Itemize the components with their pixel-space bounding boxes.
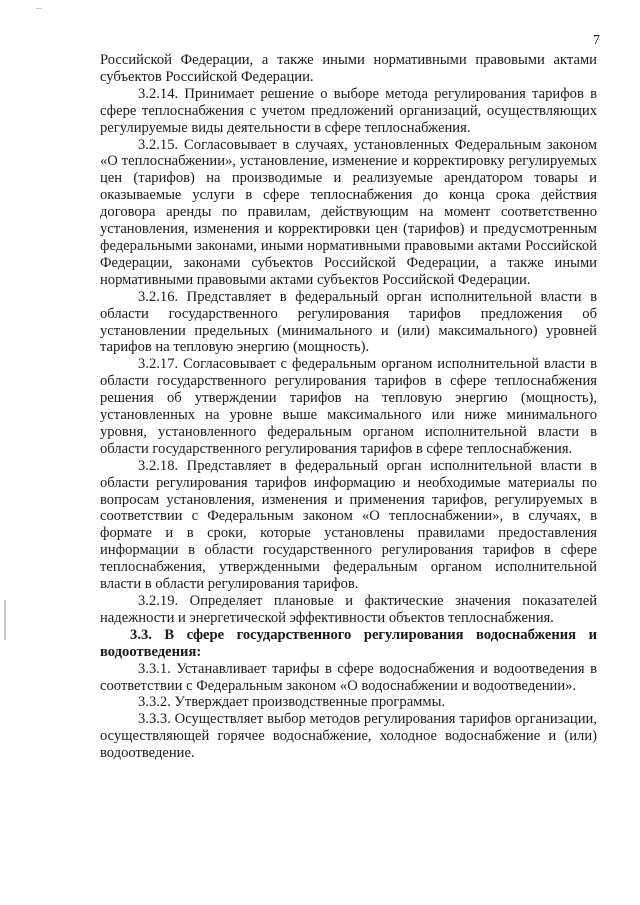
paragraph-3-3-3: 3.3.3. Осуществляет выбор методов регулирования тарифов организации, осуществляющей горячее водоснабжение, холодное водоснабжение и (или) водоотведение. [100, 711, 597, 762]
paragraph-3-2-19: 3.2.19. Определяет плановые и фактические значения показателей надежности и энергетической эффективности объектов теплоснабжения. [100, 593, 597, 626]
document-body [100, 52, 597, 762]
scan-edge-mark [4, 600, 6, 640]
paragraph-3-2-17: 3.2.17. Согласовывает с федеральным органом исполнительной власти в области государственного регулирования тарифов в сфере теплоснабжения решения об утверждении тарифов на тепловую энергию (мощность), установленных на уровне выше максимального или ниже минимального уровня, установленного федеральным органом исполнительной власти в области государственного регулирования тарифов в сфере теплоснабжения. [100, 356, 597, 457]
scan-edge-mark [36, 8, 42, 9]
paragraph-3-2-15: 3.2.15. Согласовывает в случаях, установленных Федеральным законом «О теплоснабжении», установление, изменение и корректировку регулируемых цен (тарифов) на производимые и реализуемые арендатором товары и оказываемые услуги в сфере теплоснабжения до конца срока действия договора аренды по правилам, действующим на момент соответственно установления, изменения и корректировки цен (тарифов) и предусмотренным федеральными законами, иными нормативными правовыми актами Российской Федерации, законами субъектов Российской Федерации, а также иными нормативными правовыми актами субъектов Российской Федерации. [100, 136, 597, 288]
paragraph-3-2-16: 3.2.16. Представляет в федеральный орган исполнительной власти в области государственного регулирования тарифов предложения об установлении предельных (минимального и (или) максимального) уровней тарифов на тепловую энергию (мощность). [100, 288, 597, 356]
paragraph-3-3-2: 3.3.2. Утверждает производственные программы. [138, 694, 446, 711]
paragraph-3-2-18: 3.2.18. Представляет в федеральный орган исполнительной власти в области регулирования тарифов информацию и необходимые материалы по вопросам установления, изменения и применения тарифов, регулируемых в соответствии с Федеральным законом «О теплоснабжении», в случаях, в формате и в сроки, которые установлены правилами предоставления информации в области государственного регулирования тарифов в сфере теплоснабжения, утвержденными федеральным органом исполнительной власти в области регулирования тарифов. [100, 457, 597, 593]
page-number: 7 [593, 33, 600, 48]
paragraph-3-2-14: 3.2.14. Принимает решение о выборе метода регулирования тарифов в сфере теплоснабжения с учетом предложений организаций, осуществляющих регулируемые виды деятельности в сфере теплоснабжения. [100, 85, 597, 136]
paragraph-continuation: Российской Федерации, а также иными нормативными правовыми актами субъектов Российской Федерации. [100, 52, 597, 85]
section-heading-3-3: 3.3. В сфере государственного регулирования водоснабжения и водоотведения: [100, 626, 597, 660]
paragraph-3-3-1: 3.3.1. Устанавливает тарифы в сфере водоснабжения и водоотведения в соответствии с Федеральным законом «О водоснабжении и водоотведении». [100, 660, 597, 694]
